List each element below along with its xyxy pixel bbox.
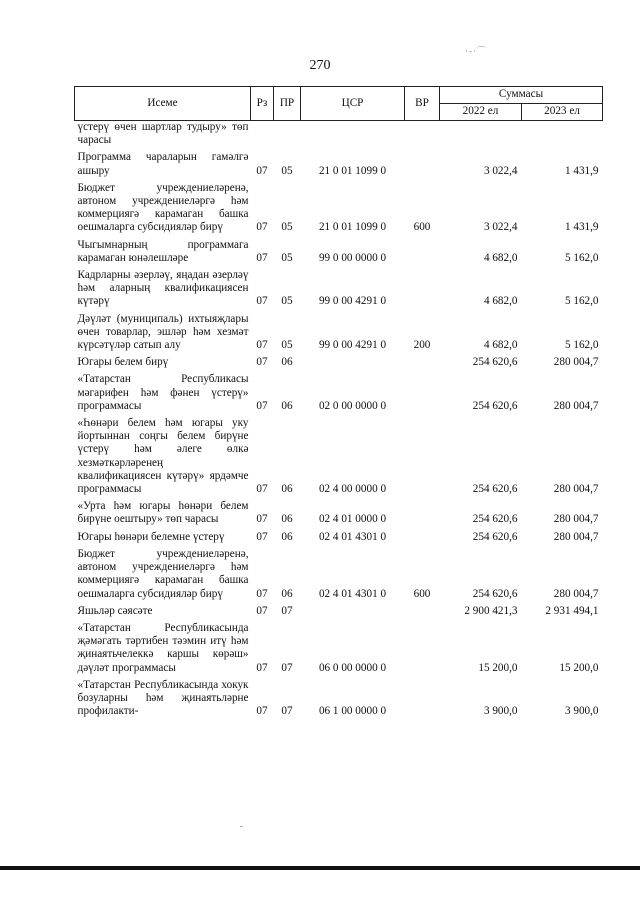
row-rz: 07 <box>256 513 268 526</box>
row-name: Программа чараларын гамәлгә ашыру <box>77 151 249 177</box>
row-sum-2022: 2 900 421,3 <box>464 604 518 617</box>
row-name: «Татарстан Республикасында җәмәгать тәртибен тәэмин итү һәм җинаятьчелеккә каршы көрәш» дәүләт программасы <box>77 621 249 674</box>
row-vr <box>405 619 440 676</box>
row-sum-2023 <box>522 121 603 149</box>
row-pr: 06 <box>281 513 293 526</box>
table-row <box>75 370 603 414</box>
row-sum-2023: 2 931 494,1 <box>545 604 599 617</box>
row-sum-2022: 4 682,0 <box>483 251 518 264</box>
table-row <box>75 414 603 497</box>
row-csr: 02 0 00 0000 0 <box>318 399 387 412</box>
row-name: Кадрларны әзерләү, яңадан әзерләү һәм аларның квалификациясен күтәрү <box>77 269 249 308</box>
row-vr <box>405 528 440 545</box>
table-row <box>75 310 603 354</box>
budget-table-wrapper <box>74 86 602 719</box>
row-pr: 05 <box>281 339 293 352</box>
table-row <box>75 602 603 619</box>
row-sum-2023: 280 004,7 <box>553 530 599 543</box>
table-row <box>75 353 603 370</box>
table-header <box>75 87 603 121</box>
row-sum-2022: 254 620,6 <box>472 483 518 496</box>
row-sum-2022: 3 900,0 <box>483 705 518 718</box>
row-sum-2023: 280 004,7 <box>553 483 599 496</box>
table-row <box>75 545 603 602</box>
row-csr: 02 4 01 0000 0 <box>318 513 387 526</box>
row-vr <box>405 266 440 310</box>
scan-dot <box>240 826 243 827</box>
header-vr: ВР <box>405 87 440 121</box>
row-sum-2022: 254 620,6 <box>472 399 518 412</box>
row-vr <box>405 148 440 178</box>
row-pr: 05 <box>281 164 293 177</box>
row-csr: 06 1 00 0000 0 <box>318 705 387 718</box>
row-csr: 21 0 01 1099 0 <box>318 164 387 177</box>
row-pr: 07 <box>281 661 293 674</box>
row-pr: 07 <box>281 604 293 617</box>
row-sum-2023: 5 162,0 <box>564 251 599 264</box>
row-rz: 07 <box>256 705 268 718</box>
row-sum-2022: 4 682,0 <box>483 339 518 352</box>
row-sum-2022: 254 620,6 <box>472 356 518 369</box>
table-row <box>75 148 603 178</box>
header-2023: 2023 ел <box>522 104 603 121</box>
row-sum-2023: 1 431,9 <box>564 221 599 234</box>
row-sum-2023: 280 004,7 <box>553 356 599 369</box>
table-body <box>75 121 603 720</box>
row-csr <box>301 602 405 619</box>
row-sum-2023: 280 004,7 <box>553 587 599 600</box>
row-sum-2022 <box>440 121 522 149</box>
row-rz: 07 <box>256 251 268 264</box>
row-vr <box>405 121 440 149</box>
row-name: Бюджет учреждениеләренә, автоном учреждениеләргә һәм коммерциягә карамаган башка оешмаларга субсидияләр бирү <box>77 181 249 234</box>
row-csr: 21 0 01 1099 0 <box>318 221 387 234</box>
scan-border <box>0 866 640 870</box>
row-pr: 06 <box>281 483 293 496</box>
header-name: Исеме <box>75 87 251 121</box>
row-sum-2022: 4 682,0 <box>483 295 518 308</box>
row-rz: 07 <box>256 339 268 352</box>
row-rz <box>251 121 274 149</box>
row-sum-2022: 3 022,4 <box>483 221 518 234</box>
table-row <box>75 236 603 266</box>
row-pr: 07 <box>281 705 293 718</box>
row-name: Югары һөнәри белемне үстерү <box>77 530 225 543</box>
header-rz: Рз <box>251 87 274 121</box>
row-vr <box>405 236 440 266</box>
table-row <box>75 121 603 149</box>
row-pr: 05 <box>281 221 293 234</box>
row-rz: 07 <box>256 221 268 234</box>
table-row <box>75 676 603 720</box>
row-sum-2022: 254 620,6 <box>472 587 518 600</box>
row-rz: 07 <box>256 530 268 543</box>
row-csr <box>301 353 405 370</box>
row-pr <box>274 121 301 149</box>
row-csr: 02 4 01 4301 0 <box>318 587 387 600</box>
row-sum-2022: 15 200,0 <box>478 661 518 674</box>
row-vr <box>405 676 440 720</box>
row-name: «Һөнәри белем һәм югары уку йортыннан соңгы белем бирүне үстерү һәм әлеге өлкә хезмәткәрләренең квалификациясен күтәрү» ярдәмче программасы <box>77 417 249 496</box>
row-vr: 600 <box>413 221 431 234</box>
row-name: «Татарстан Республикасы мәгарифен һәм фәнен үстерү» программасы <box>77 373 249 412</box>
row-rz: 07 <box>256 604 268 617</box>
header-pr: ПР <box>274 87 301 121</box>
row-csr: 99 0 00 0000 0 <box>318 251 387 264</box>
row-rz: 07 <box>256 587 268 600</box>
table-row <box>75 179 603 236</box>
header-2022: 2022 ел <box>440 104 522 121</box>
row-sum-2023: 280 004,7 <box>553 399 599 412</box>
row-vr: 600 <box>413 587 431 600</box>
header-sums: Суммасы <box>440 87 603 104</box>
row-pr: 06 <box>281 530 293 543</box>
row-sum-2023: 15 200,0 <box>559 661 599 674</box>
row-csr <box>301 121 405 149</box>
row-vr <box>405 370 440 414</box>
row-vr <box>405 602 440 619</box>
row-sum-2022: 3 022,4 <box>483 164 518 177</box>
table-row <box>75 528 603 545</box>
row-pr: 06 <box>281 587 293 600</box>
row-name: Чыгымнарның программага карамаган юнәлешләре <box>77 238 249 264</box>
row-name: Яшьләр сәясәте <box>77 604 153 617</box>
row-name: «Урта һәм югары һөнәри белем бирүне оештыру» төп чарасы <box>77 500 249 526</box>
row-sum-2023: 280 004,7 <box>553 513 599 526</box>
page-number: 270 <box>309 58 331 73</box>
row-csr: 02 4 01 4301 0 <box>318 530 387 543</box>
row-csr: 02 4 00 0000 0 <box>318 483 387 496</box>
row-vr <box>405 353 440 370</box>
row-name: Дәүләт (муниципаль) ихтыяҗлары өчен товарлар, эшләр һәм хезмәт күрсәтүләр сатып алу <box>77 312 249 352</box>
row-rz: 07 <box>256 661 268 674</box>
row-name: үстерү өчен шартлар тудыру» төп чарасы <box>77 121 249 147</box>
row-csr: 99 0 00 4291 0 <box>318 339 387 352</box>
scan-mark: ·-·⌒ <box>465 46 487 56</box>
row-sum-2023: 3 900,0 <box>564 705 599 718</box>
budget-table <box>74 86 603 719</box>
row-name: «Татарстан Республикасында хокук бозуларны һәм җинаятьләрне профилакти- <box>77 678 249 718</box>
header-csr: ЦСР <box>301 87 405 121</box>
row-vr <box>405 497 440 527</box>
row-vr <box>405 414 440 497</box>
row-pr: 06 <box>281 356 293 369</box>
row-rz: 07 <box>256 164 268 177</box>
row-csr: 99 0 00 4291 0 <box>318 295 387 308</box>
row-rz: 07 <box>256 399 268 412</box>
row-sum-2023: 5 162,0 <box>564 295 599 308</box>
row-pr: 05 <box>281 295 293 308</box>
row-rz: 07 <box>256 483 268 496</box>
row-name: Бюджет учреждениеләренә, автоном учреждениеләргә һәм коммерциягә карамаган башка оешмаларга субсидияләр бирү <box>77 547 249 600</box>
row-sum-2022: 254 620,6 <box>472 530 518 543</box>
row-sum-2023: 5 162,0 <box>564 339 599 352</box>
row-pr: 06 <box>281 399 293 412</box>
table-row <box>75 497 603 527</box>
row-vr: 200 <box>413 339 431 352</box>
row-rz: 07 <box>256 356 268 369</box>
row-name: Югары белем бирү <box>77 356 169 369</box>
table-row <box>75 266 603 310</box>
row-sum-2022: 254 620,6 <box>472 513 518 526</box>
row-csr: 06 0 00 0000 0 <box>318 661 387 674</box>
row-rz: 07 <box>256 295 268 308</box>
row-pr: 05 <box>281 251 293 264</box>
row-sum-2023: 1 431,9 <box>564 164 599 177</box>
table-row <box>75 619 603 676</box>
